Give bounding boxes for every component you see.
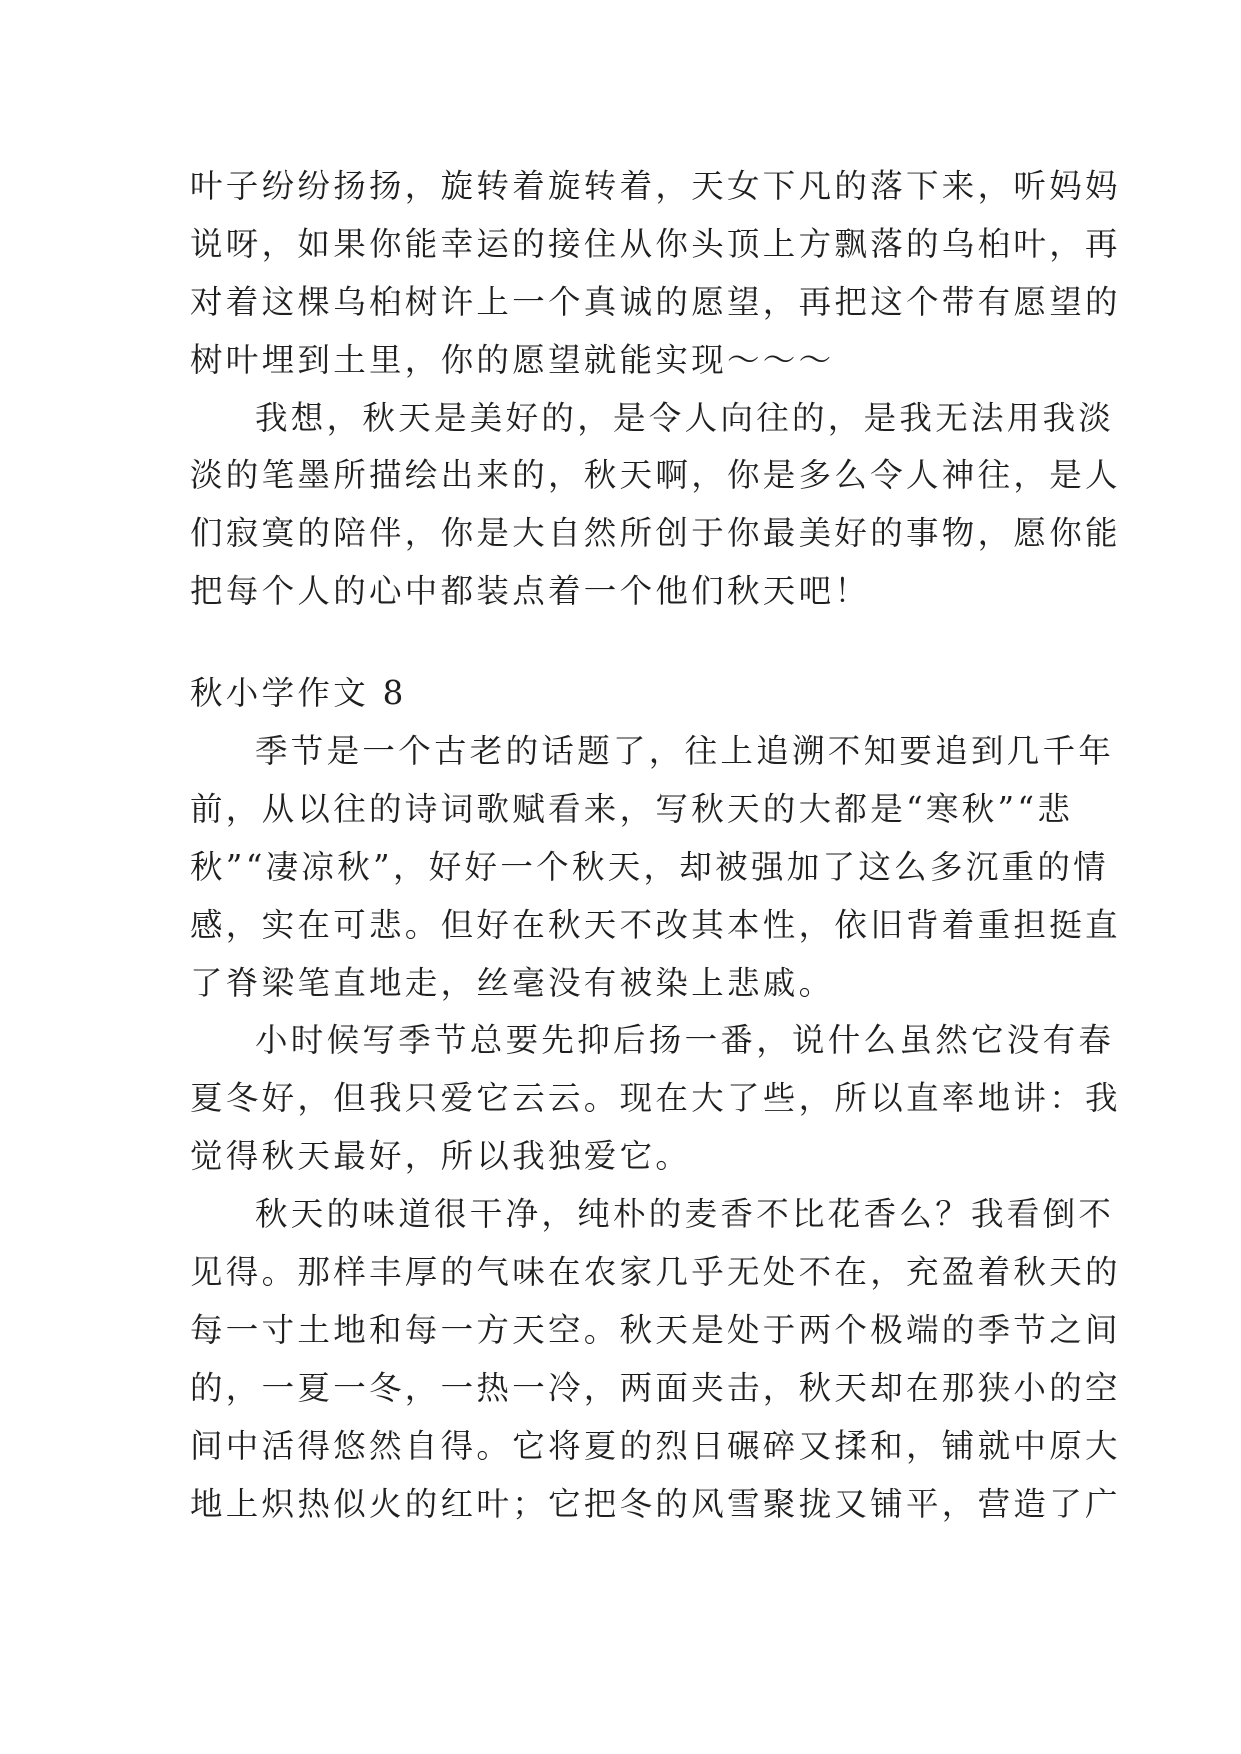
text-line: 把每个人的心中都装点着一个他们秋天吧！ [190,572,871,611]
text-line: 对着这棵乌桕树许上一个真诚的愿望，再把这个带有愿望的 [190,282,1121,321]
paragraph [190,390,1121,622]
text-line: 感，实在可悲。但好在秋天不改其本性，依旧背着重担挺直 [190,905,1121,944]
paragraph [190,723,1121,1012]
section-heading: 秋小学作文 8 [190,674,407,713]
text-line: 淡的笔墨所描绘出来的，秋天啊，你是多么令人神往，是人 [190,456,1121,495]
text-line: 夏冬好，但我只爱它云云。现在大了些，所以直率地讲：我 [190,1079,1121,1118]
text-line: 间中活得悠然自得。它将夏的烈日碾碎又揉和，铺就中原大 [190,1426,1121,1465]
text-line: 说呀，如果你能幸运的接住从你头顶上方飘落的乌桕叶，再 [190,224,1121,263]
text-line: 的，一夏一冬，一热一冷，两面夹击，秋天却在那狭小的空 [190,1368,1121,1407]
text-line: 秋天的味道很干净，纯朴的麦香不比花香么？我看倒不 [255,1195,1115,1234]
text-line: 每一寸土地和每一方天空。秋天是处于两个极端的季节之间 [190,1310,1121,1349]
text-line: 前，从以往的诗词歌赋看来，写秋天的大都是“寒秋”“悲 [190,789,1074,828]
text-line: 觉得秋天最好，所以我独爱它。 [190,1137,692,1176]
paragraph [190,1186,1121,1533]
paragraph [190,158,1121,390]
text-line: 小时候写季节总要先抑后扬一番，说什么虽然它没有春 [255,1021,1115,1060]
text-line: 叶子纷纷扬扬，旋转着旋转着，天女下凡的落下来，听妈妈 [190,167,1121,205]
text-line: 我想，秋天是美好的，是令人向往的，是我无法用我淡 [255,398,1115,437]
text-line: 树叶埋到土里，你的愿望就能实现～～～ [190,340,835,379]
text-line: 们寂寞的陪伴，你是大自然所创于你最美好的事物，愿你能 [190,514,1121,553]
text-line: 秋”“凄凉秋”，好好一个秋天，却被强加了这么多沉重的情 [190,847,1109,886]
text-line: 见得。那样丰厚的气味在农家几乎无处不在，充盈着秋天的 [190,1253,1121,1292]
section-spacer [190,621,1060,665]
text-line: 季节是一个古老的话题了，往上追溯不知要追到几千年 [255,732,1115,771]
text-line: 了脊梁笔直地走，丝毫没有被染上悲戚。 [190,963,835,1002]
text-line: 地上炽热似火的红叶；它把冬的风雪聚拢又铺平，营造了广 [190,1484,1121,1523]
paragraph [190,1012,1121,1186]
document-body [190,158,1121,1533]
